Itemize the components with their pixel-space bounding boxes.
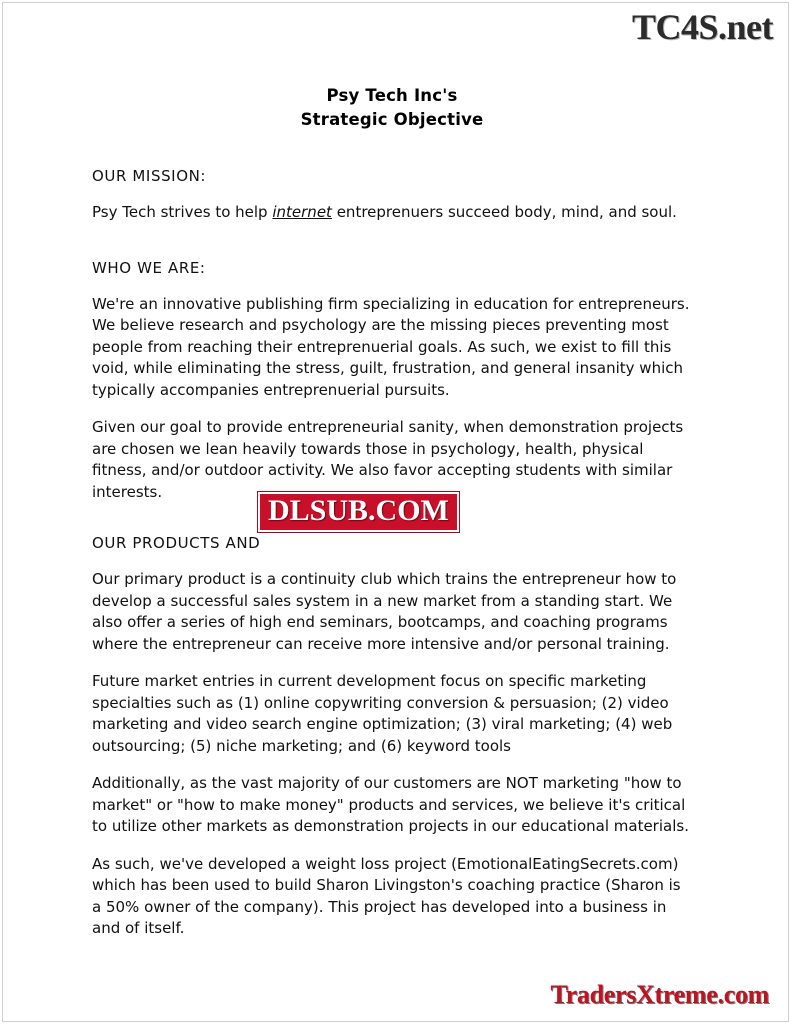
mission-paragraph <box>92 202 692 224</box>
products-paragraph-3: Additionally, as the vast majority of our customers are NOT marketing "how to market" or "how to make money" products and services, we believe it's critical to utilize other markets as demonstration projects in our educational materials. <box>92 774 689 835</box>
products-paragraph-1: Our primary product is a continuity club which trains the entrepreneur how to develop a successful sales system in a new market from a standing start. We also offer a series of high end seminars, bootcamps, and coaching programs where the entrepreneur can receive more intensive and/or personal training. <box>92 570 677 653</box>
products-paragraph-2: Future market entries in current development focus on specific marketing specialties such as (1) online copywriting conversion & persuasion; (2) video marketing and video search engine optimization; (3) viral marketing; (4) web outsourcing; (5) niche marketing; and (6) keyword tools <box>92 672 673 755</box>
mission-text-before: Psy Tech strives to help <box>92 203 273 221</box>
page-title-line2: Strategic Objective <box>300 110 484 129</box>
who-we-are-paragraph-1: We're an innovative publishing firm specializing in education for entrepreneurs. We believe research and psychology are the missing pieces preventing most people from reaching their entreprenuerial goals. As such, we exist to fill this void, while eliminating the stress, guilt, frustration, and general insanity which typically accompanies entreprenuerial pursuits. <box>92 294 690 399</box>
mission-text-emphasis: internet <box>272 203 332 221</box>
section-heading-mission: OUR MISSION: <box>92 167 207 185</box>
watermark-middle: DLSUB.COM <box>258 492 459 532</box>
page-title <box>92 84 692 132</box>
section-heading-products <box>92 533 692 555</box>
watermark-top-right: TC4S.net <box>631 7 773 47</box>
who-we-are-paragraph-2: Given our goal to provide entrepreneurial sanity, when demonstration projects are chosen we lean heavily towards those in psychology, health, physical fitness, and/or outdoor activity. We also favor accepting students with similar interests. <box>92 418 684 501</box>
section-heading-who-we-are: WHO WE ARE: <box>92 258 206 277</box>
section-heading-products-label: OUR PRODUCTS AND <box>92 534 261 552</box>
mission-text-after: entreprenuers succeed body, mind, and soul. <box>331 203 677 221</box>
page-title-line1: Psy Tech Inc's <box>326 86 458 105</box>
watermark-bottom-right: TradersXtreme.com <box>550 980 769 1009</box>
products-paragraph-4: As such, we've developed a weight loss project (EmotionalEatingSecrets.com) which has been used to build Sharon Livingston's coaching practice (Sharon is a 50% owner of the company). This project has developed into a business in and of itself. <box>92 854 681 937</box>
